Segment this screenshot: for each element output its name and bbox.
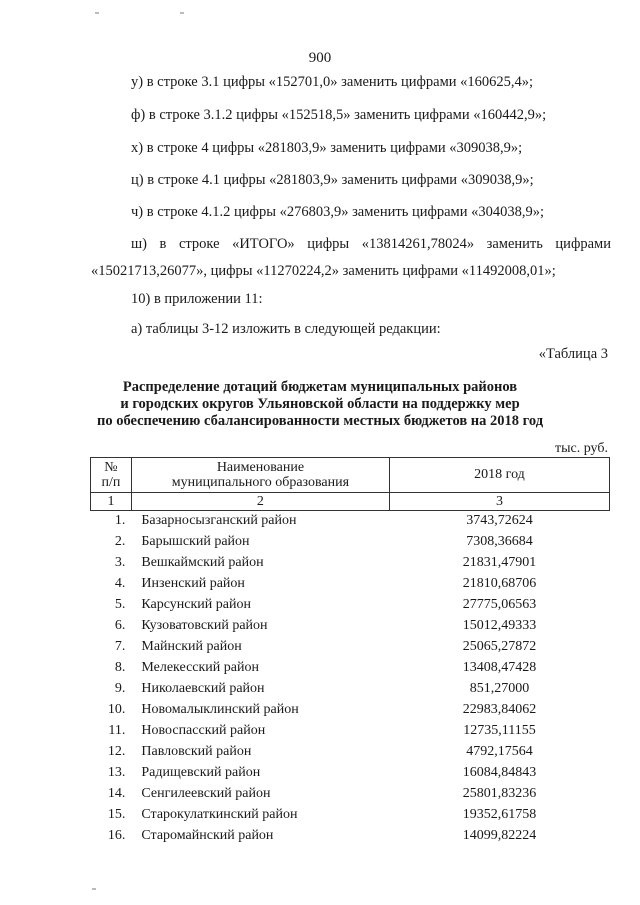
row-number: 13. [107,765,126,780]
row-value: 27775,06563 [462,597,537,612]
header-year: 2018 год [389,458,609,493]
row-name: Старокулаткинский район [141,807,298,822]
row-name: Новоспасский район [141,723,266,738]
row-value: 15012,49333 [462,618,537,633]
table-row [91,574,610,595]
paragraph-sh-word: строке [178,236,220,252]
table-row [91,679,610,700]
row-value: 4792,17564 [466,744,533,759]
row-number: 16. [107,828,126,843]
row-number: 3. [114,555,126,570]
row-number: 11. [108,723,126,738]
row-name: Барышский район [141,534,250,549]
paragraph-f: ф) в строке 3.1.2 цифры «152518,5» заменить цифрами «160442,9»; [131,107,547,123]
table-title-line: и городских округов Ульяновской области на поддержку мер [120,396,520,412]
row-value: 7308,36684 [466,534,533,549]
paragraph-ch: ч) в строке 4.1.2 цифры «276803,9» заменить цифрами «304038,9»; [131,204,545,220]
row-number: 6. [114,618,126,633]
row-value: 12735,11155 [463,723,536,738]
row-name: Сенгилеевский район [141,786,271,801]
table-row [91,637,610,658]
paragraph-sh [131,236,611,253]
table-row [91,616,610,637]
row-name: Николаевский район [141,681,265,696]
row-number: 4. [114,576,126,591]
table-row [91,532,610,553]
header-name-line: Наименование [216,460,305,475]
row-value: 19352,61758 [462,807,537,822]
page-number: 900 [308,50,332,66]
row-number: 10. [107,702,126,717]
row-value: 14099,82224 [462,828,537,843]
table-row [91,553,610,574]
paragraph-sh-word: «13814261,78024» [361,236,475,252]
paragraph-ts: ц) в строке 4.1 цифры «281803,9» заменить цифрами «309038,9»; [131,172,534,188]
paragraph-sh-word: «ИТОГО» [232,236,295,252]
row-number: 15. [107,807,126,822]
row-name: Кузоватовский район [141,618,268,633]
column-number-row [91,493,610,511]
row-number: 1. [114,513,126,529]
row-name: Павловский район [141,744,252,759]
paragraph-sh-word: заменить [486,236,543,252]
row-number: 5. [114,597,126,612]
row-name: Мелекесский район [141,660,259,675]
units-label: тыс. руб. [555,441,608,456]
row-name: Радищевский район [141,765,261,780]
row-value: 22983,84062 [462,702,537,717]
row-number: 9. [114,681,126,696]
row-name: Старомайнский район [141,828,274,843]
row-value: 3743,72624 [466,513,533,529]
table-row [91,511,610,532]
row-name: Новомалыклинский район [141,702,299,717]
table-row [91,826,610,847]
paragraph-sh-word: в [159,236,167,252]
row-name: Вешкаймский район [141,555,264,570]
paragraph-a: а) таблицы 3-12 изложить в следующей редакции: [131,321,441,337]
row-name: Инзенский район [141,576,245,591]
row-value: 16084,84843 [462,765,537,780]
scan-speck [92,888,96,890]
table-header-row [91,458,610,493]
row-number: 2. [114,534,126,549]
header-name-line: муниципального образования [171,475,350,490]
paragraph-10: 10) в приложении 11: [131,291,263,307]
paragraph-sh-word: цифрами [555,236,611,252]
row-number: 8. [114,660,126,675]
column-number: 3 [389,493,609,511]
row-number: 7. [114,639,126,654]
row-name: Базарносызганский район [141,513,297,529]
header-number-line: п/п [101,475,121,490]
header-name [131,458,389,493]
subsidies-table [90,457,610,847]
row-number: 12. [107,744,126,759]
table-row [91,805,610,826]
table-row [91,658,610,679]
table-body [91,511,610,847]
column-number: 1 [91,493,132,511]
paragraph-sh-word: цифры [307,236,350,252]
header-number [91,458,132,493]
scan-speck [180,12,184,14]
paragraph-sh-continuation: «15021713,26077», цифры «11270224,2» заменить цифрами «11492008,01»; [91,263,556,279]
column-number: 2 [131,493,389,511]
paragraph-kh: х) в строке 4 цифры «281803,9» заменить цифрами «309038,9»; [131,140,523,156]
table-row [91,721,610,742]
paragraph-sh-word: ш) [131,236,147,252]
table-title-line: по обеспечению сбалансированности местных бюджетов на 2018 год [96,413,544,429]
paragraph-u: у) в строке 3.1 цифры «152701,0» заменить цифрами «160625,4»; [131,74,534,90]
row-value: 25801,83236 [462,786,537,801]
row-value: 25065,27872 [462,639,537,654]
row-value: 851,27000 [469,681,530,696]
table-row [91,595,610,616]
scan-speck [95,12,99,14]
table-row [91,763,610,784]
row-number: 14. [107,786,126,801]
row-value: 21810,68706 [462,576,537,591]
row-name: Майнский район [141,639,242,654]
table-label: «Таблица 3 [538,346,608,362]
table-title [0,379,640,430]
row-name: Карсунский район [141,597,251,612]
row-value: 21831,47901 [462,555,537,570]
table-row [91,700,610,721]
row-value: 13408,47428 [462,660,537,675]
table-title-line: Распределение дотаций бюджетам муниципальных районов [122,379,518,395]
header-number-line: № [104,460,118,475]
table-row [91,742,610,763]
table-row [91,784,610,805]
